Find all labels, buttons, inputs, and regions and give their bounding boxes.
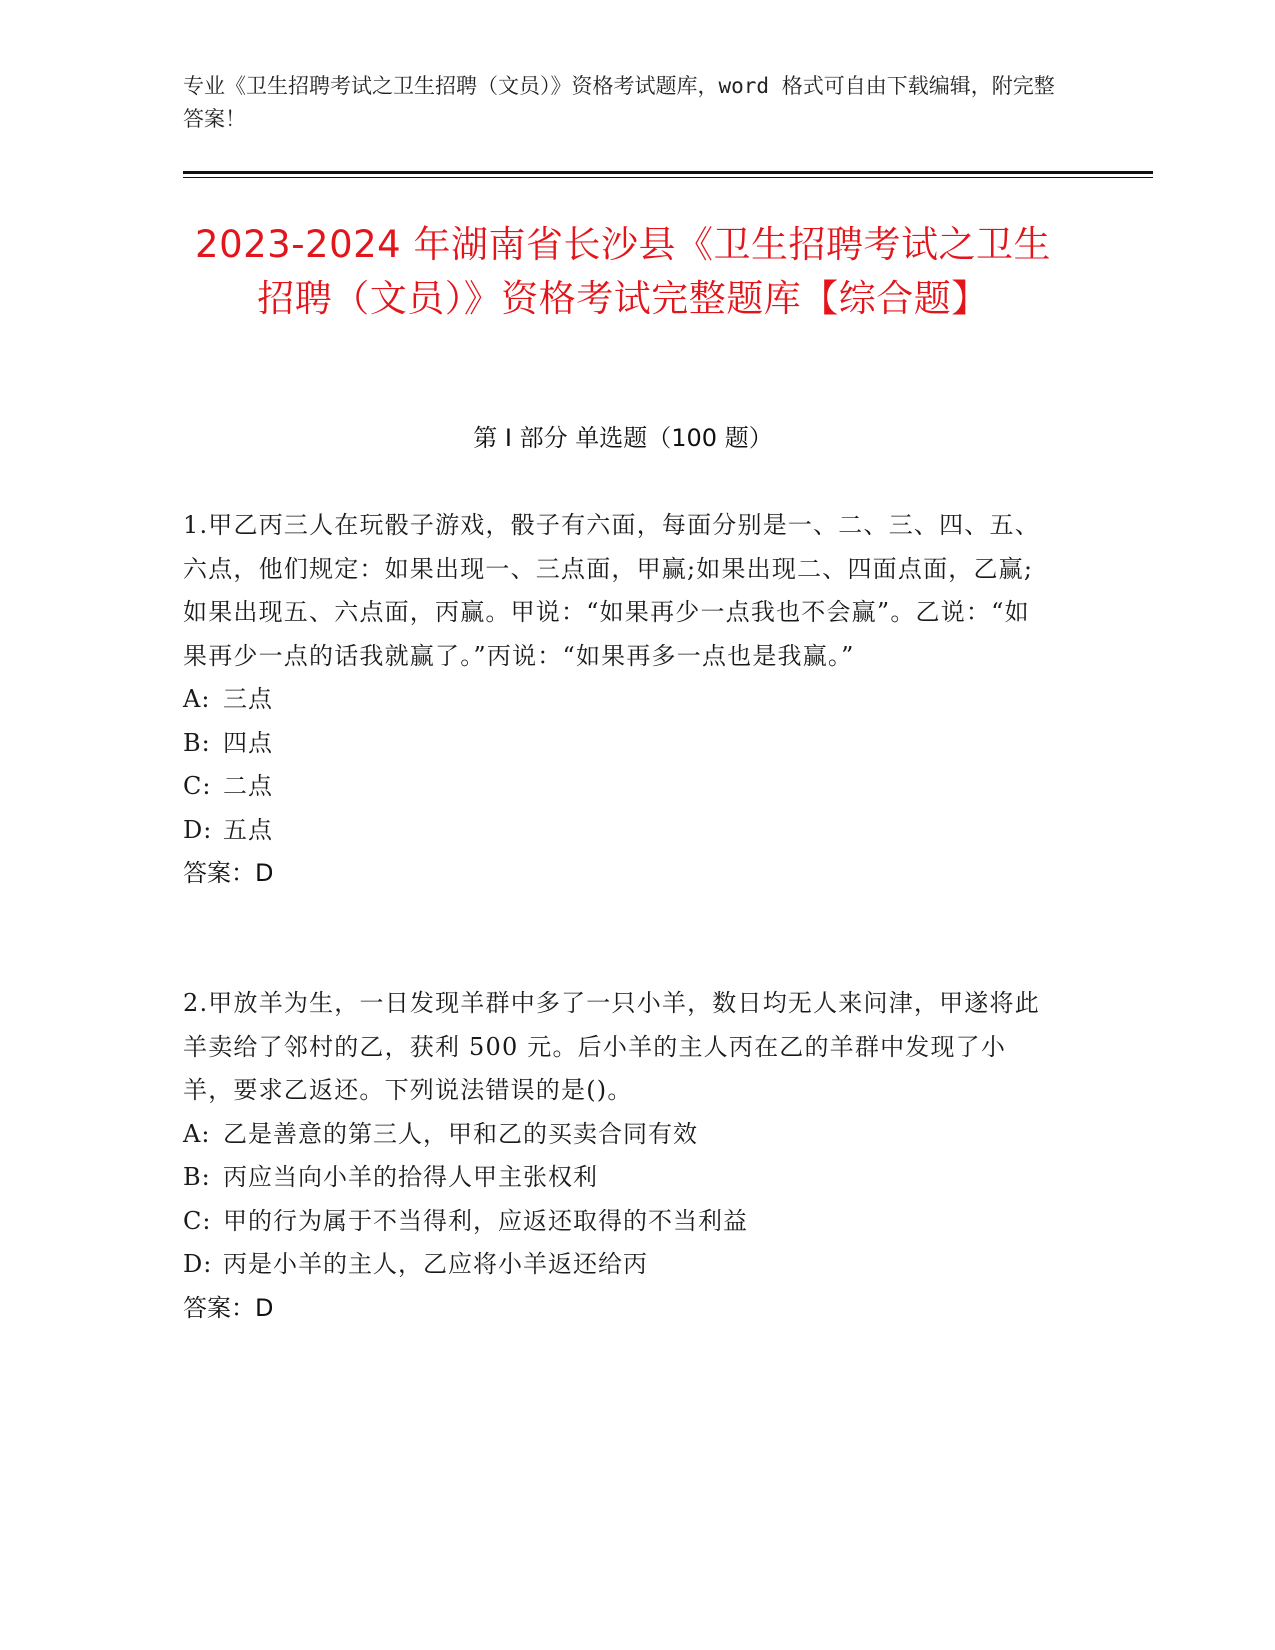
option-key: C: bbox=[183, 772, 212, 800]
section-title: 第 I 部分 单选题（100 题） bbox=[473, 424, 773, 452]
option-key: A: bbox=[183, 1119, 211, 1148]
option-text: 五点 bbox=[223, 815, 273, 844]
option-key: B: bbox=[183, 1163, 211, 1191]
header-rule-thin bbox=[183, 177, 1153, 178]
option-text: 四点 bbox=[223, 728, 273, 757]
question-2 bbox=[183, 982, 1043, 1330]
option-text: 丙是小羊的主人，乙应将小羊返还给丙 bbox=[223, 1250, 648, 1278]
option-b bbox=[183, 1156, 1043, 1200]
option-a bbox=[183, 678, 1043, 722]
question-stem: 2.甲放羊为生，一日发现羊群中多了一只小羊，数日均无人来问津，甲遂将此羊卖给了邻村的乙，获利 500 元。后小羊的主人丙在乙的羊群中发现了小羊，要求乙返还。下列说法错误的是()。 bbox=[183, 989, 1040, 1104]
option-d bbox=[183, 1243, 1043, 1287]
question-1 bbox=[183, 504, 1043, 896]
option-key: C: bbox=[183, 1206, 212, 1235]
option-c bbox=[183, 1200, 1043, 1244]
option-b bbox=[183, 722, 1043, 766]
option-key: B: bbox=[183, 728, 211, 757]
option-c bbox=[183, 765, 1043, 809]
option-key: D: bbox=[183, 1250, 213, 1278]
option-text: 甲的行为属于不当得利，应返还取得的不当利益 bbox=[223, 1206, 748, 1235]
header-rule-thick bbox=[183, 171, 1153, 174]
option-d bbox=[183, 809, 1043, 853]
document-title: 2023-2024 年湖南省长沙县《卫生招聘考试之卫生招聘（文员）》资格考试完整题库【综合题】 bbox=[195, 223, 1051, 320]
question-stem: 1.甲乙丙三人在玩骰子游戏，骰子有六面，每面分别是一、二、三、四、五、六点，他们规定：如果出现一、三点面，甲赢;如果出现二、四面点面，乙赢;如果出现五、六点面，丙赢。甲说：“如果再少一点我也不会赢”。乙说：“如果再少一点的话我就赢了。”丙说：“如果再多一点也是我赢。” bbox=[183, 511, 1040, 670]
option-text: 三点 bbox=[223, 685, 273, 713]
answer: 答案：D bbox=[183, 1293, 274, 1322]
answer: 答案：D bbox=[183, 859, 274, 887]
option-text: 乙是善意的第三人，甲和乙的买卖合同有效 bbox=[223, 1119, 698, 1148]
option-a bbox=[183, 1113, 1043, 1157]
option-key: A: bbox=[183, 685, 211, 713]
option-text: 二点 bbox=[223, 772, 273, 800]
option-key: D: bbox=[183, 815, 213, 844]
option-text: 丙应当向小羊的拾得人甲主张权利 bbox=[223, 1163, 598, 1191]
header-note: 专业《卫生招聘考试之卫生招聘（文员）》资格考试题库，word 格式可自由下载编辑，附完整答案！ bbox=[183, 74, 1055, 131]
